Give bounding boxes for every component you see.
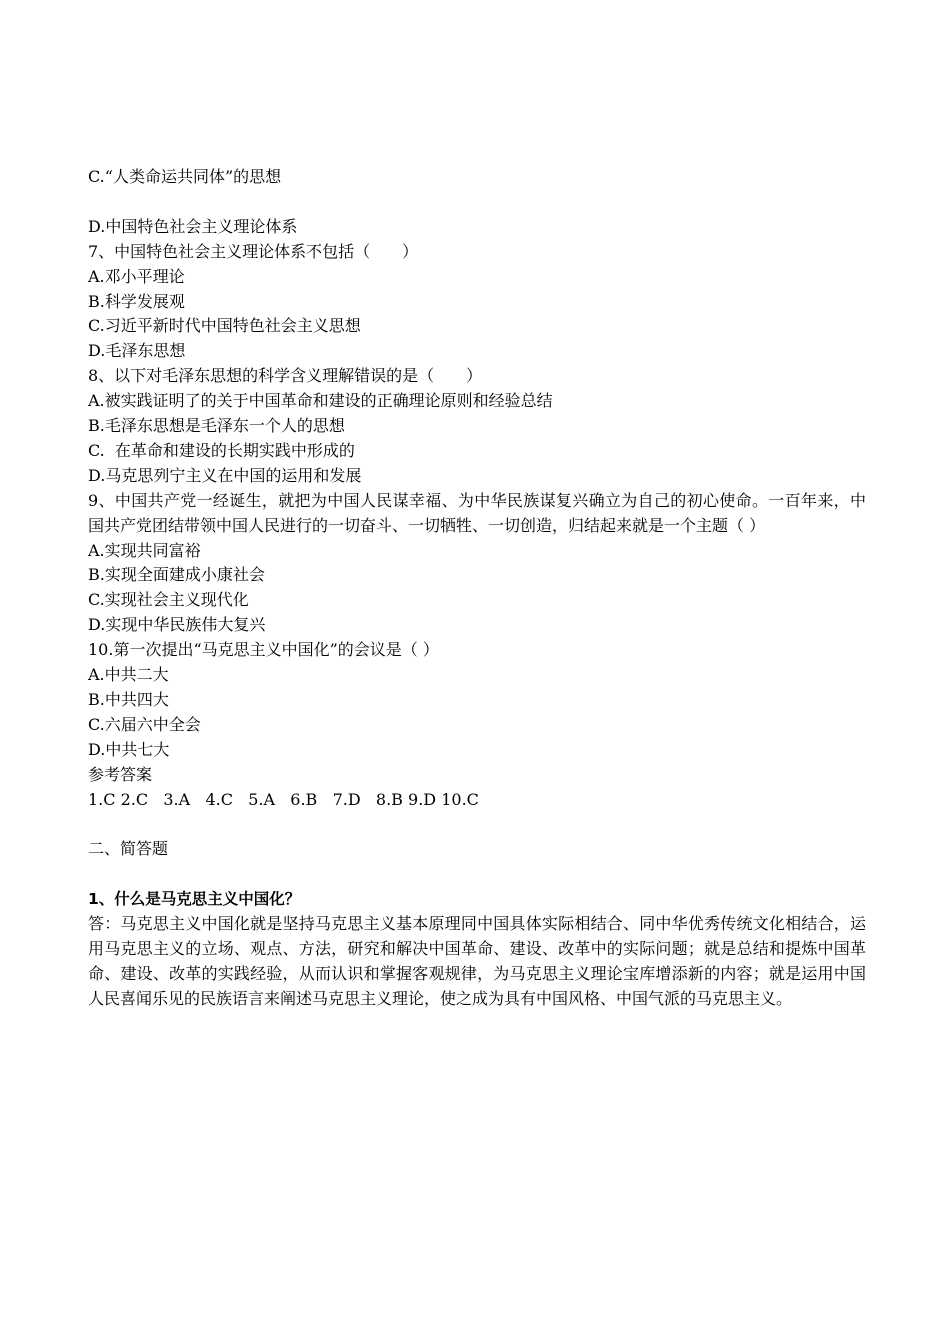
spacer (88, 813, 866, 838)
q8-option-a: A.被实践证明了的关于中国革命和建设的正确理论原则和经验总结 (88, 391, 553, 411)
q6-option-d: D.中国特色社会主义理论体系 (88, 216, 298, 236)
q7-option-d: D.毛泽东思想 (88, 341, 186, 361)
q7-option-b: B.科学发展观 (88, 291, 185, 311)
q9-option-c: C.实现社会主义现代化 (88, 590, 249, 610)
q10-option-d: D.中共七大 (88, 739, 170, 759)
section-title: 二、简答题 (88, 839, 169, 859)
q7-option-a: A.邓小平理论 (88, 266, 185, 286)
q9-option-a: A.实现共同富裕 (88, 540, 201, 560)
q9-option-b: B.实现全面建成小康社会 (88, 565, 265, 585)
q7-stem: 7、中国特色社会主义理论体系不包括（ ） (88, 241, 419, 261)
q10-option-c: C.六届六中全会 (88, 714, 201, 734)
answers-title: 参考答案 (88, 764, 153, 784)
q8-option-b: B.毛泽东思想是毛泽东一个人的思想 (88, 416, 345, 436)
q8-stem: 8、以下对毛泽东思想的科学含义理解错误的是（ ） (88, 366, 483, 386)
answers-list: 1.C 2.C 3.A 4.C 5.A 6.B 7.D 8.B 9.D 10.C (88, 789, 479, 809)
q9-option-d: D.实现中华民族伟大复兴 (88, 615, 266, 635)
document-page (88, 165, 866, 1012)
q10-option-a: A.中共二大 (88, 665, 169, 685)
spacer (88, 190, 866, 215)
q9-stem: 9、中国共产党一经诞生，就把为中国人民谋幸福、为中华民族谋复兴确立为自己的初心使命。一百年来，中国共产党团结带领中国人民进行的一切奋斗、一切牺牲、一切创造，归结起来就是一个主题（ ） (88, 490, 866, 535)
short-answer-question-1: 1、什么是马克思主义中国化？ (88, 890, 301, 909)
q6-option-c: C.“人类命运共同体”的思想 (88, 167, 282, 186)
q10-stem: 10.第一次提出“马克思主义中国化”的会议是（ ） (88, 640, 439, 660)
q7-option-c: C.习近平新时代中国特色社会主义思想 (88, 316, 361, 336)
spacer (88, 862, 866, 887)
q10-option-b: B.中共四大 (88, 690, 169, 710)
short-answer-answer-1: 答：马克思主义中国化就是坚持马克思主义基本原理同中国具体实际相结合、同中华优秀传统文化相结合，运用马克思主义的立场、观点、方法，研究和解决中国革命、建设、改革中的实际问题；就是总结和提炼中国革命、建设、改革的实践经验，从而认识和掌握客观规律，为马克思主义理论宝库增添新的内容；就是运用中国人民喜闻乐见的民族语言来阐述马克思主义理论，使之成为具有中国风格、中国气派的马克思主义。 (88, 914, 866, 1008)
q8-option-d: D.马克思列宁主义在中国的运用和发展 (88, 465, 362, 485)
q8-option-c: C. 在革命和建设的长期实践中形成的 (88, 440, 355, 460)
